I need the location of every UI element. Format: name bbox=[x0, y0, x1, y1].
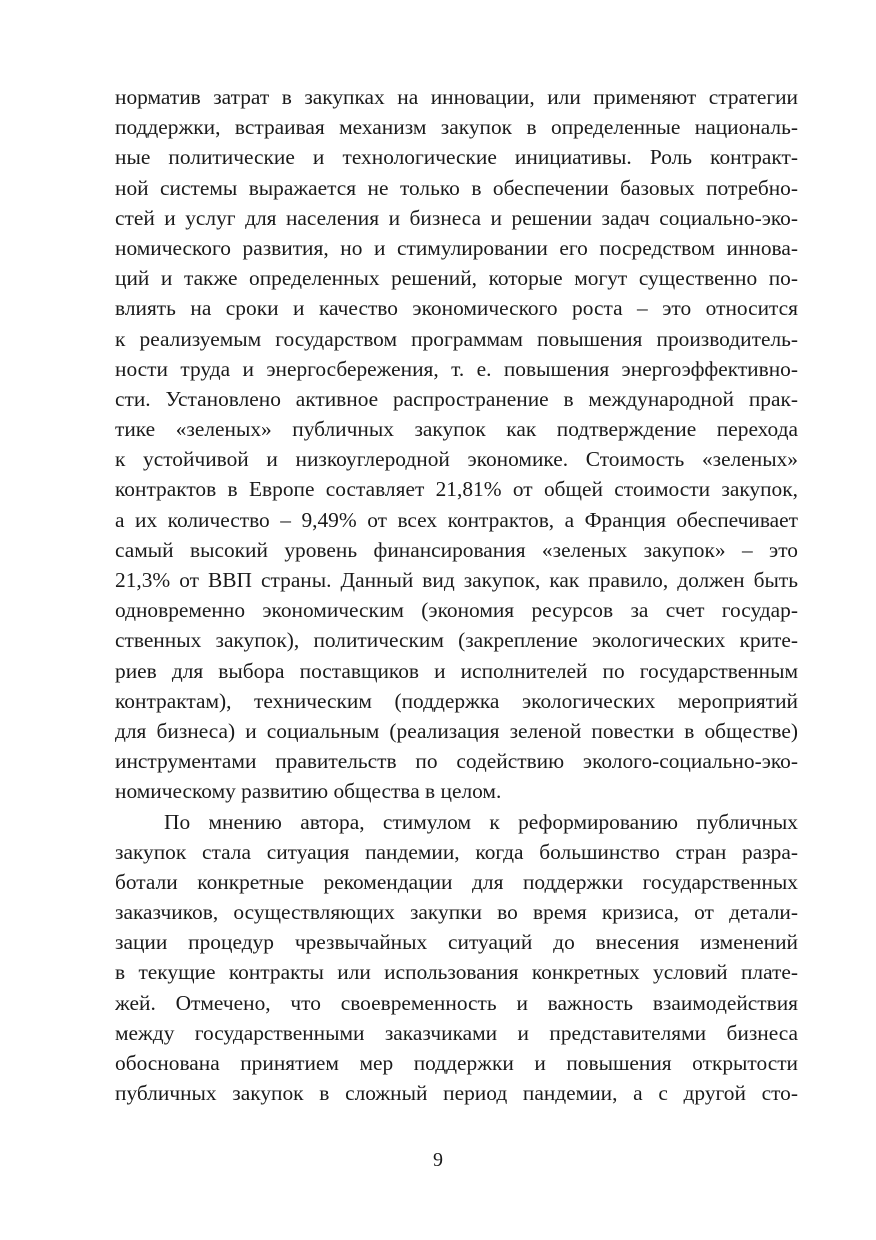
text-line: а их количество – 9,49% от всех контрактов, а Франция обеспечивает bbox=[115, 507, 798, 532]
text-line: заказчиков, осуществляющих закупки во время кризиса, от детали- bbox=[115, 900, 798, 925]
text-line: ной системы выражается не только в обеспечении базовых потребно- bbox=[115, 175, 798, 200]
text-line: сти. Установлено активное распространение в международной прак- bbox=[115, 386, 798, 411]
text-line: в текущие контракты или использования конкретных условий плате- bbox=[115, 960, 798, 985]
text-line: 21,3% от ВВП страны. Данный вид закупок, как правило, должен быть bbox=[115, 568, 798, 592]
text-line: к устойчивой и низкоуглеродной экономике. Стоимость «зеленых» bbox=[115, 447, 798, 472]
text-line: контрактам), техническим (поддержка экологических мероприятий bbox=[115, 688, 798, 713]
body-text bbox=[115, 82, 798, 1108]
text-line: ственных закупок), политическим (закрепление экологических крите- bbox=[115, 628, 798, 653]
text-line: публичных закупок в сложный период пандемии, а с другой сто- bbox=[115, 1081, 798, 1106]
text-line: риев для выбора поставщиков и исполнителей по государственным bbox=[115, 658, 798, 683]
text-line: одновременно экономическим (экономия ресурсов за счет государ- bbox=[115, 598, 798, 623]
text-line: влиять на сроки и качество экономического роста – это относится bbox=[115, 296, 798, 321]
text-line: закупок стала ситуация пандемии, когда большинство стран разра- bbox=[115, 839, 798, 864]
text-line: стей и услуг для населения и бизнеса и решении задач социально-эко- bbox=[115, 205, 798, 230]
text-line: ботали конкретные рекомендации для поддержки государственных bbox=[115, 869, 798, 894]
text-line: контрактов в Европе составляет 21,81% от общей стоимости закупок, bbox=[115, 477, 798, 502]
page-number: 9 bbox=[433, 1149, 443, 1171]
text-line: для бизнеса) и социальным (реализация зеленой повестки в обществе) bbox=[115, 718, 798, 743]
text-line: тике «зеленых» публичных закупок как подтверждение перехода bbox=[115, 417, 798, 442]
text-line: зации процедур чрезвычайных ситуаций до внесения изменений bbox=[115, 930, 798, 955]
text-line: поддержки, встраивая механизм закупок в определенные националь- bbox=[115, 115, 798, 140]
paragraph-start-line: По мнению автора, стимулом к реформированию публичных bbox=[164, 809, 798, 834]
text-line: норматив затрат в закупках на инновации, или применяют стратегии bbox=[115, 85, 798, 109]
text-line: к реализуемым государством программам повышения производитель- bbox=[115, 326, 798, 351]
text-line: ные политические и технологические инициативы. Роль контракт- bbox=[115, 145, 798, 170]
text-line: самый высокий уровень финансирования «зеленых закупок» – это bbox=[115, 537, 798, 562]
text-line: инструментами правительств по содействию эколого-социально-эко- bbox=[115, 749, 798, 774]
text-line: обоснована принятием мер поддержки и повышения открытости bbox=[115, 1051, 798, 1075]
text-line: ности труда и энергосбережения, т. е. повышения энергоэффективно- bbox=[115, 356, 798, 381]
text-line: ций и также определенных решений, которые могут существенно по- bbox=[115, 266, 798, 291]
paragraph-end-line: номическому развитию общества в целом. bbox=[115, 779, 502, 804]
text-line: номического развития, но и стимулировании его посредством иннова- bbox=[115, 235, 798, 260]
text-line: жей. Отмечено, что своевременность и важность взаимодействия bbox=[115, 990, 798, 1015]
text-line: между государственными заказчиками и представителями бизнеса bbox=[115, 1020, 798, 1045]
